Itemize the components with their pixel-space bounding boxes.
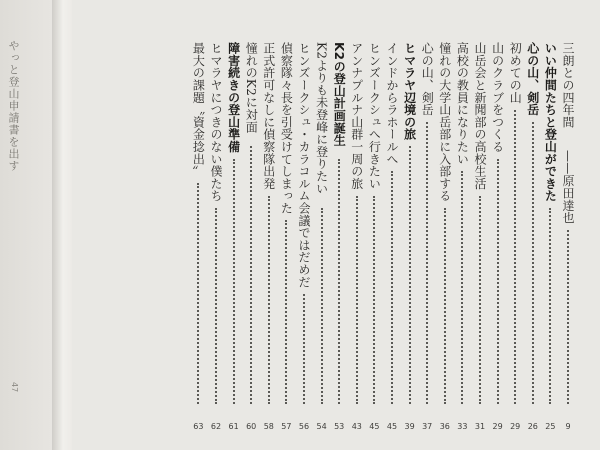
toc-entry[interactable]	[490, 42, 506, 432]
toc-page-number: 26	[527, 422, 538, 431]
toc-page-number: 45	[369, 422, 380, 431]
toc-entry[interactable]	[208, 42, 224, 432]
left-page-text: やっと登山申請書を出す	[7, 40, 20, 172]
toc-entry-author: ——原田達也	[561, 150, 575, 224]
toc-entry-title: 心の山、剣岳	[525, 42, 540, 116]
toc-entry[interactable]	[226, 42, 242, 432]
toc-entry[interactable]	[243, 42, 259, 432]
toc-leader-dots	[197, 183, 199, 404]
toc-entry[interactable]	[542, 42, 558, 432]
toc-entry-title: 正式許可なしに偵察隊出発	[261, 42, 276, 190]
toc-entry-title: K2よりも未登峰に登りたい	[314, 42, 329, 195]
toc-page-number: 29	[510, 422, 521, 431]
toc-entry-title: アンナプルナ山群一周の旅	[349, 42, 364, 190]
toc-leader-dots	[233, 159, 235, 404]
toc-leader-dots	[356, 196, 358, 404]
toc-page-number: 57	[281, 422, 292, 431]
toc-leader-dots	[461, 171, 463, 404]
toc-page-number: 9	[565, 422, 571, 431]
toc-entry[interactable]	[472, 42, 488, 432]
toc-entry-title: 心の山、剣岳	[420, 42, 435, 116]
toc-entry-title: ヒマラヤ辺境の旅	[402, 42, 417, 141]
toc-page-number: 60	[246, 422, 257, 431]
toc-entry[interactable]	[454, 42, 470, 432]
toc-leader-dots	[250, 146, 252, 404]
toc-entry-title: 偵察隊々長を引受けてしまった	[279, 42, 294, 215]
toc-page-number: 61	[228, 422, 239, 431]
toc-leader-dots	[338, 159, 340, 404]
toc-entry-title: 山岳会と新聞部の高校生活	[473, 42, 487, 190]
toc-leader-dots	[391, 171, 393, 404]
toc-entry-title: 障害続きの登山準備	[226, 42, 241, 153]
toc-leader-dots	[549, 208, 551, 404]
toc-entry-title: ヒンズークシュ・カラコルム会議ではだめだ	[297, 42, 311, 288]
toc-entry-title: 憧れの大学山岳部に入部する	[437, 42, 452, 202]
toc-leader-dots	[285, 220, 287, 404]
toc-entry[interactable]	[314, 42, 330, 432]
toc-page-number: 56	[298, 422, 310, 431]
toc-entry-title: 高校の教員になりたい	[455, 42, 470, 165]
toc-page-number: 54	[316, 422, 327, 431]
toc-entry[interactable]	[190, 42, 206, 432]
toc-page-number: 62	[210, 422, 222, 431]
toc-entry-title: 最大の課題〝資金捻出〟	[191, 42, 206, 178]
left-page	[0, 0, 52, 450]
toc-entry[interactable]	[349, 42, 365, 432]
toc-page-number: 39	[404, 422, 415, 431]
toc-entry-title: インドからラホールへ	[385, 42, 399, 165]
toc-entry[interactable]	[507, 42, 523, 432]
toc-leader-dots	[479, 196, 481, 404]
toc-entry-title: K2の登山計画誕生	[332, 42, 347, 147]
toc-entry-title: ヒンズークシュへ行きたい	[367, 42, 382, 190]
toc-page-number: 29	[492, 422, 503, 431]
toc-entry-title: いい仲間たちと登山ができた	[543, 42, 558, 202]
toc-entry-title: 三朗との四年間	[561, 42, 575, 129]
toc-entry[interactable]	[384, 42, 400, 432]
toc-entry[interactable]	[331, 42, 347, 432]
toc-leader-dots	[268, 196, 270, 404]
toc-entry[interactable]	[525, 42, 541, 432]
toc-page-number: 53	[334, 422, 345, 431]
toc-leader-dots	[409, 146, 411, 404]
toc-entry[interactable]	[402, 42, 418, 432]
toc-page-number: 25	[545, 422, 556, 431]
left-page-number: 47	[10, 382, 19, 393]
toc-page-number: 58	[263, 422, 274, 431]
toc-entry[interactable]	[261, 42, 277, 432]
toc-leader-dots	[532, 122, 534, 404]
toc-page-number: 37	[422, 422, 433, 431]
toc-leader-dots	[373, 196, 375, 404]
toc-leader-dots	[321, 208, 323, 404]
table-of-contents	[90, 0, 590, 450]
toc-leader-dots	[497, 159, 499, 404]
toc-leader-dots	[514, 110, 516, 405]
toc-page-number: 33	[457, 422, 468, 431]
toc-entry-title: 山のクラブをつくる	[490, 42, 505, 153]
toc-entry-title: 初めての山	[508, 42, 523, 104]
toc-entry[interactable]	[560, 42, 576, 432]
book-gutter	[52, 0, 72, 450]
toc-entry[interactable]	[278, 42, 294, 432]
toc-entry[interactable]	[419, 42, 435, 432]
toc-leader-dots	[303, 294, 305, 404]
toc-page-number: 43	[351, 422, 362, 431]
toc-leader-dots	[567, 230, 569, 404]
toc-page-number: 63	[193, 422, 204, 431]
toc-leader-dots	[444, 208, 446, 404]
toc-leader-dots	[426, 122, 428, 404]
toc-entry[interactable]	[437, 42, 453, 432]
toc-entry[interactable]	[366, 42, 382, 432]
toc-page-number: 31	[474, 422, 486, 431]
toc-entry-title: 憧れのK2に対面	[244, 42, 259, 133]
toc-entry[interactable]	[296, 42, 312, 432]
toc-leader-dots	[215, 208, 217, 404]
toc-entry-title: ヒマラヤにつきのない僕たち	[209, 42, 223, 202]
toc-page-number: 45	[386, 422, 398, 431]
toc-page-number: 36	[439, 422, 450, 431]
